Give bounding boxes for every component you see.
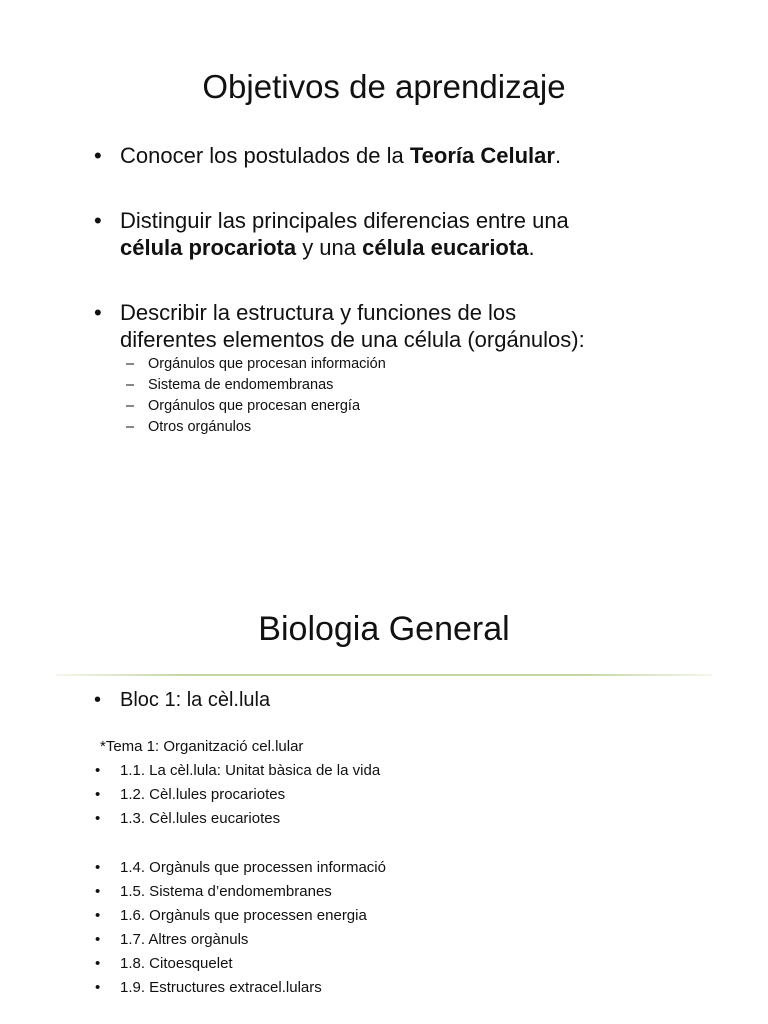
bullet-dot: • — [94, 208, 102, 233]
list-item: • 1.8. Citoesquelet — [95, 955, 233, 972]
title-divider — [56, 674, 712, 676]
bullet-text: Distinguir las principales diferencias entre una célula procariota y una célula eucariota. — [120, 208, 569, 260]
list-item: • 1.9. Estructures extracel.lulars — [95, 979, 322, 996]
bullet-text: Bloc 1: la cèl.lula — [120, 689, 271, 711]
bullet-text: Conocer los postulados de la Teoría Celular. — [120, 143, 562, 168]
list-item: • 1.2. Cèl.lules procariotes — [95, 786, 286, 803]
slide-biologia-general — [0, 512, 768, 1024]
bullet-dot: • — [94, 689, 102, 711]
bullet-text: Describir la estructura y funciones de los diferentes elementos de una célula (orgánulos): — [120, 300, 585, 352]
list-item: • 1.3. Cèl.lules eucariotes — [95, 810, 281, 827]
list-item: • 1.1. La cèl.lula: Unitat bàsica de la vida — [95, 762, 381, 779]
subitem: – Orgánulos que procesan información — [126, 356, 386, 372]
slide-title: Objetivos de aprendizaje — [202, 68, 566, 105]
subitem: – Sistema de endomembranas — [126, 377, 334, 393]
bullet-dot: • — [94, 300, 102, 325]
bullet-dot: • — [94, 143, 102, 168]
list-item: • 1.5. Sistema d’endomembranes — [95, 883, 332, 900]
tema-heading: *Tema 1: Organització cel.lular — [100, 738, 304, 755]
slide-title: Biologia General — [258, 610, 510, 648]
subitem: – Otros orgánulos — [126, 419, 252, 435]
list-item: • 1.6. Orgànuls que processen energia — [95, 907, 367, 924]
list-item: • 1.4. Orgànuls que processen informació — [95, 859, 386, 876]
subitem: – Orgánulos que procesan energía — [126, 398, 361, 414]
list-item: • 1.7. Altres orgànuls — [95, 931, 249, 948]
